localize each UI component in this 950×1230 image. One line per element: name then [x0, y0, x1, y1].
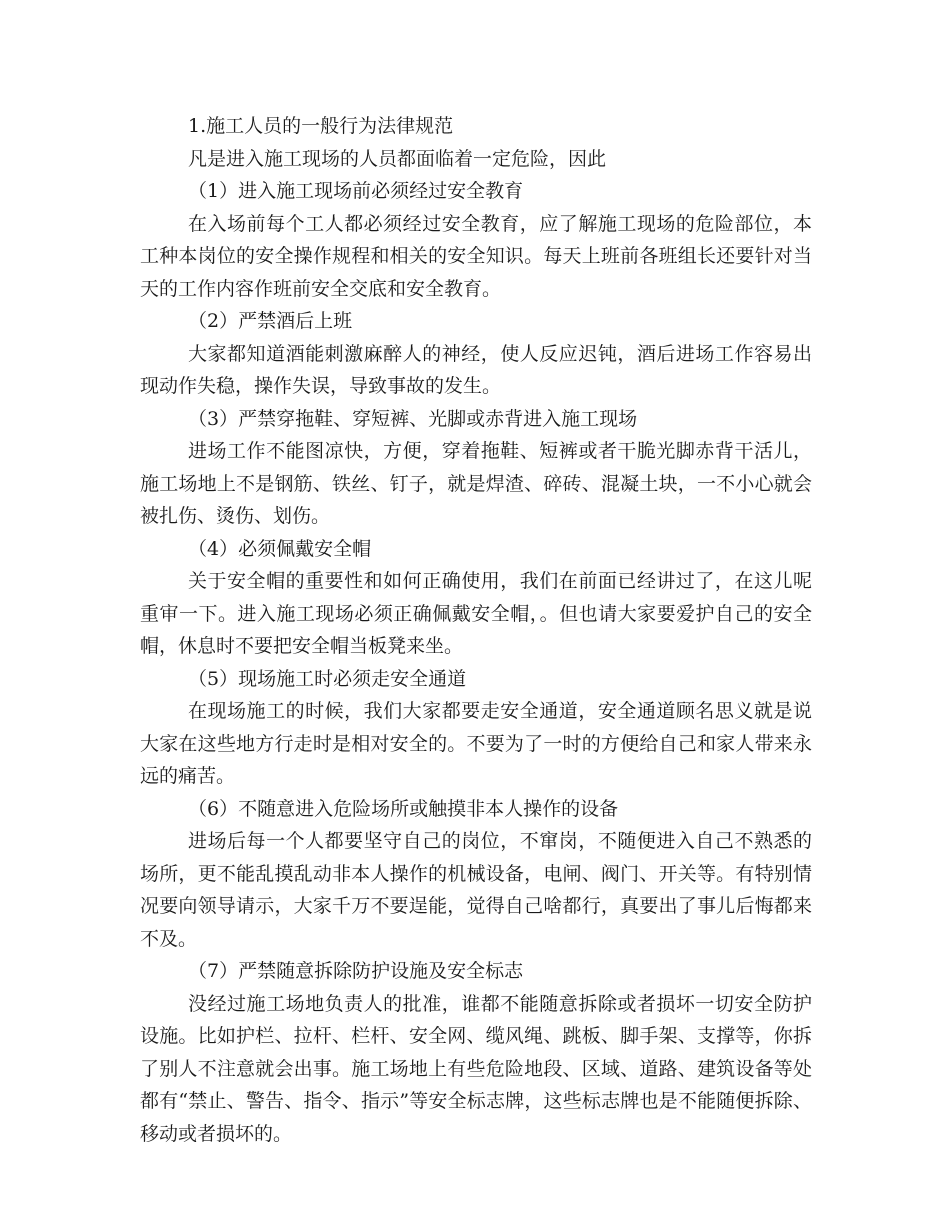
- item-body-3: 进场工作不能图凉快，方便，穿着拖鞋、短裤或者干脆光脚赤背干活儿，施工场地上不是钢筋、铁丝、钉子，就是焊渣、碎砖、混凝土块，一不小心就会被扎伤、烫伤、划伤。: [140, 440, 812, 527]
- item-heading-5: （5）现场施工时必须走安全通道: [188, 667, 467, 690]
- item-heading-1: （1）进入施工现场前必须经过安全教育: [188, 180, 524, 202]
- section-title: 1.施工人员的一般行为法律规范: [188, 115, 454, 137]
- item-body-4: 关于安全帽的重要性和如何正确使用，我们在前面已经讲过了，在这儿呢重审一下。进入施工现场必须正确佩戴安全帽，。但也请大家要爱护自己的安全帽，休息时不要把安全帽当板凳来坐。: [140, 570, 812, 657]
- item-body-2: 大家都知道酒能刺激麻醉人的神经，使人反应迟钝，酒后进场工作容易出现动作失稳，操作失误，导致事故的发生。: [140, 342, 812, 397]
- item-heading-6: （6）不随意进入危险场所或触摸非本人操作的设备: [188, 797, 619, 820]
- item-heading-3: （3）严禁穿拖鞋、穿短裤、光脚或赤背进入施工现场: [188, 407, 638, 430]
- item-body-1: 在入场前每个工人都必须经过安全教育，应了解施工现场的危险部位，本工种本岗位的安全操作规程和相关的安全知识。每天上班前各班组长还要针对当天的工作内容作班前安全交底和安全教育。: [140, 212, 812, 300]
- intro-paragraph: 凡是进入施工现场的人员都面临着一定危险，因此: [188, 147, 607, 170]
- item-body-6: 进场后每一个人都要坚守自己的岗位，不窜岗，不随便进入自己不熟悉的场所，更不能乱摸乱动非本人操作的机械设备，电闸、阀门、开关等。有特别情况要向领导请示，大家千万不要逞能，觉得自己啥都行，真要出了事儿后悔都来不及。: [140, 830, 812, 950]
- item-heading-4: （4）必须佩戴安全帽: [188, 537, 372, 560]
- item-body-5: 在现场施工的时候，我们大家都要走安全通道，安全通道顾名思义就是说大家在这些地方行走时是相对安全的。不要为了一时的方便给自己和家人带来永远的痛苦。: [140, 700, 812, 787]
- item-body-7: 没经过施工场地负责人的批准，谁都不能随意拆除或者损坏一切安全防护设施。比如护栏、拉杆、栏杆、安全网、缆风绳、跳板、脚手架、支撑等，你拆了别人不注意就会出事。施工场地上有些危险地段、区域、道路、建筑设备等处都有“禁止、警告、指令、指示”等安全标志牌，这些标志牌也是不能随便拆除、移动或者损坏的。: [140, 992, 812, 1145]
- item-heading-7: （7）严禁随意拆除防护设施及安全标志: [188, 960, 524, 982]
- item-heading-2: （2）严禁酒后上班: [188, 310, 353, 332]
- document-body: [140, 110, 812, 1150]
